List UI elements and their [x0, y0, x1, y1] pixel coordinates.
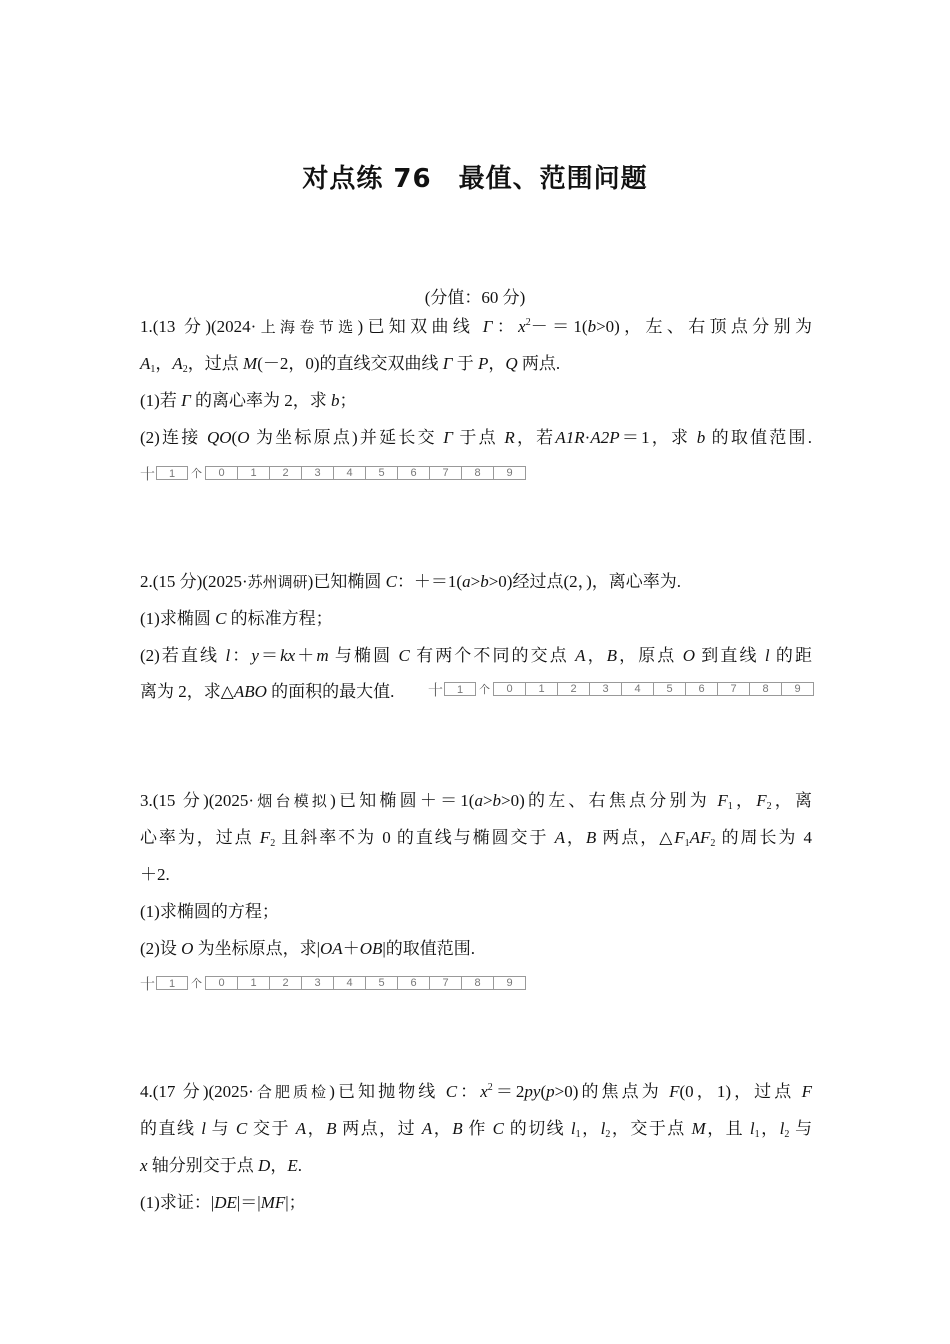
grid-digit-box[interactable]: 8 — [750, 683, 782, 695]
q3-part-1: (1)求椭圆的方程； — [140, 902, 279, 921]
grid-digit-box[interactable]: 6 — [686, 683, 718, 695]
grid-digit-box[interactable]: 3 — [590, 683, 622, 695]
grid-ones-label: 个 — [191, 977, 202, 990]
grid-digit-boxes — [205, 976, 526, 990]
q1-source: 上海卷节选 — [256, 318, 358, 336]
grid-digit-box[interactable]: 1 — [238, 977, 270, 989]
answer-grid — [428, 681, 814, 697]
grid-tens-box[interactable]: 1 — [444, 682, 476, 696]
grid-digit-box[interactable]: 4 — [334, 977, 366, 989]
grid-digit-box[interactable]: 5 — [366, 467, 398, 479]
grid-tens-label: 十 — [428, 681, 444, 699]
grid-digit-box[interactable]: 5 — [654, 683, 686, 695]
q4-line-2: 的直线 l 与 C 交于 A，B 两点，过 A，B 作 C 的切线 $l_1$，$l_2$，交于点 M，且 $l_1$，$l_2$ 与 — [140, 1119, 813, 1140]
grid-digit-box[interactable]: 0 — [206, 977, 238, 989]
grid-digit-box[interactable]: 1 — [526, 683, 558, 695]
total-score: (分值：60 分) — [424, 288, 526, 307]
grid-ones-label: 个 — [479, 683, 490, 696]
grid-digit-box[interactable]: 7 — [430, 977, 462, 989]
grid-digit-box[interactable]: 4 — [334, 467, 366, 479]
grid-digit-box[interactable]: 1 — [238, 467, 270, 479]
q2-line-1: 2.(15 分)(2025·苏州调研)已知椭圆 C：＋＝1(a>b>0)经过点(2，)，离心率为. — [140, 572, 682, 591]
q2-source: 苏州调研 — [247, 573, 308, 591]
grid-tens-label: 十 — [140, 465, 156, 483]
grid-digit-box[interactable]: 5 — [366, 977, 398, 989]
grid-digit-box[interactable]: 7 — [718, 683, 750, 695]
grid-digit-box[interactable]: 8 — [462, 467, 494, 479]
grid-digit-box[interactable]: 2 — [558, 683, 590, 695]
grid-digit-box[interactable]: 6 — [398, 467, 430, 479]
grid-digit-box[interactable]: 0 — [494, 683, 526, 695]
grid-ones-label: 个 — [191, 467, 202, 480]
answer-grid — [140, 975, 526, 991]
page-title: 对点练 76 最值、范围问题 — [302, 164, 648, 194]
q2-part-2-cont: 离为 2，求△ABO 的面积的最大值. — [140, 682, 395, 701]
grid-digit-box[interactable]: 9 — [794, 683, 801, 695]
q1-line-1: 1.(13 分)(2024·上海卷节选)已知双曲线 Γ：$x^2-=1(b>0)$，左、右顶点分别为 — [140, 317, 812, 336]
grid-digit-box[interactable]: 0 — [206, 467, 238, 479]
q3-line-3: ＋2. — [140, 865, 170, 884]
q3-part-2: (2)设 O 为坐标原点，求|OA＋OB|的取值范围. — [140, 939, 476, 958]
q4-line-1: 4.(17 分)(2025·合肥质检)已知抛物线 C：$x^2=2py(p>0)$的焦点为 F(0，1)，过点 F — [140, 1082, 813, 1101]
grid-digit-box[interactable]: 6 — [398, 977, 430, 989]
grid-tens-box[interactable]: 1 — [156, 976, 188, 990]
q1-line-2: $A_1$，$A_2$，过点 M(－2，0)的直线交双曲线 Γ 于 P，Q 两点. — [140, 354, 561, 375]
q4-part-1: (1)求证：|DE|＝|MF|； — [140, 1193, 306, 1212]
grid-digit-box[interactable]: 9 — [506, 977, 513, 989]
q4-line-3: x 轴分别交于点 D，E. — [140, 1156, 302, 1175]
answer-grid — [140, 465, 526, 481]
grid-digit-box[interactable]: 2 — [270, 467, 302, 479]
grid-digit-box[interactable]: 4 — [622, 683, 654, 695]
q3-source: 烟台模拟 — [254, 792, 331, 810]
grid-digit-boxes — [205, 466, 526, 480]
q1-part-2: (2)连接 QO(O 为坐标原点)并延长交 Γ 于点 R，若A1R·A2P＝1，求 b 的取值范围. — [140, 428, 813, 447]
q2-part-2: (2)若直线 l：y＝kx＋m 与椭圆 C 有两个不同的交点 A，B，原点 O 到直线 l 的距 — [140, 646, 812, 665]
grid-digit-box[interactable]: 2 — [270, 977, 302, 989]
q3-line-2: 心率为，过点 $F_2$ 且斜率不为 0 的直线与椭圆交于 A，B 两点，$\triangle F_1AF_2$ 的周长为 4 — [140, 828, 813, 849]
grid-digit-box[interactable]: 3 — [302, 467, 334, 479]
grid-digit-box[interactable]: 7 — [430, 467, 462, 479]
q1-part-1: (1)若 Γ 的离心率为 2，求 b； — [140, 391, 357, 410]
q4-source: 合肥质检 — [253, 1083, 330, 1101]
grid-digit-boxes — [493, 682, 814, 696]
grid-digit-box[interactable]: 8 — [462, 977, 494, 989]
grid-tens-label: 十 — [140, 975, 156, 993]
grid-digit-box[interactable]: 9 — [506, 467, 513, 479]
grid-digit-box[interactable]: 3 — [302, 977, 334, 989]
q3-line-1: 3.(15 分)(2025·烟台模拟)已知椭圆＋＝1(a>b>0)的左、右焦点分别为 $F_1$，$F_2$，离 — [140, 791, 813, 812]
q2-part-1: (1)求椭圆 C 的标准方程； — [140, 609, 333, 628]
grid-tens-box[interactable]: 1 — [156, 466, 188, 480]
